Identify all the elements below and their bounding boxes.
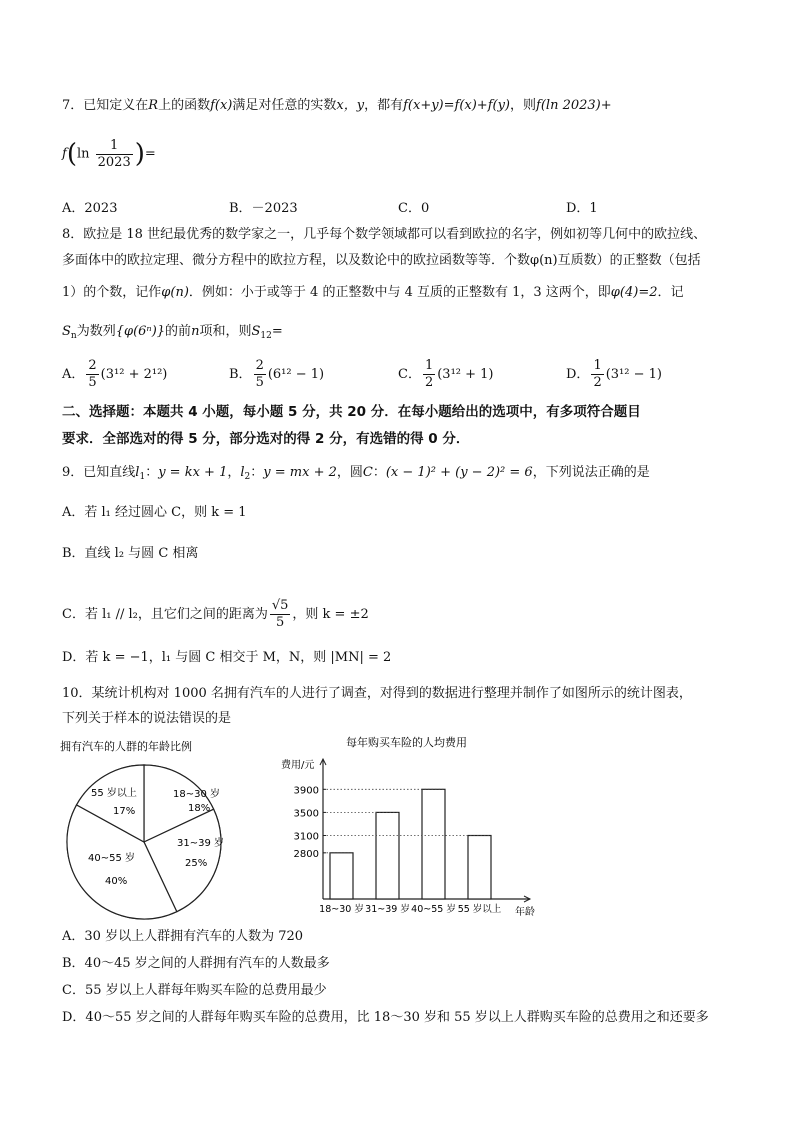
x-tick-label: 31~39 岁: [365, 904, 410, 915]
x-tick-label: 18~30 岁: [319, 904, 364, 915]
q9-option-c[interactable]: C．若 l₁ // l₂，且它们之间的距离为 $\frac{√5}{5}$ ，则 k = ±2: [62, 598, 369, 630]
q8-option-d[interactable]: D． $\frac{1}{2}$ (3¹² − 1): [566, 358, 662, 390]
x-tick-label: 40~55 岁: [411, 904, 456, 915]
q10-option-b[interactable]: B．40～45 岁之间的人群拥有汽车的人数最多: [62, 956, 330, 971]
bar: [376, 812, 399, 899]
q8-line4: $S_n$为数列{φ(6ⁿ)}的前n项和，则$S_{12}=$: [62, 324, 283, 341]
y-tick-label: 3500: [293, 808, 319, 820]
pie-value-label: 25%: [185, 858, 208, 869]
pie-value-label: 40%: [105, 876, 128, 887]
fraction: $\frac{1}{2023}$: [97, 137, 131, 170]
pie-category-label: 55 岁以上: [91, 788, 137, 799]
bar: [422, 789, 445, 899]
section-heading: 二、选择题：本题共 4 小题，每小题 5 分，共 20 分．在每小题给出的选项中，有多项符合题目: [62, 404, 641, 420]
pie-category-label: 18~30 岁: [173, 789, 221, 800]
q9-option-d[interactable]: D．若 k = −1，l₁ 与圆 C 相交于 M，N，则 |MN| = 2: [62, 650, 392, 665]
q8-line3: 1）的个数，记作φ(n)．例如：小于或等于 4 的正整数中与 4 互质的正整数有 1，3 这两个，即φ(4)=2．记: [62, 285, 684, 300]
q10-option-d[interactable]: D．40～55 岁之间的人群每年购买车险的总费用，比 18～30 岁和 55 岁以上人群购买车险的总费用之和还要多: [62, 1010, 709, 1025]
q9-option-b[interactable]: B．直线 l₂ 与圆 C 相离: [62, 546, 199, 561]
q7-option-c[interactable]: C．0: [398, 201, 430, 216]
q7-option-a[interactable]: A．2023: [62, 201, 118, 216]
pie-chart-title: 拥有汽车的人群的年龄比例: [60, 740, 192, 753]
bar-chart-title: 每年购买车险的人均费用: [346, 736, 467, 749]
q8-line1: 8．欧拉是 18 世纪最优秀的数学家之一，几乎每个数学领域都可以看到欧拉的名字，例如初等几何中的欧拉线、: [62, 227, 707, 242]
y-tick-label: 3900: [293, 785, 319, 797]
q9-option-a[interactable]: A．若 l₁ 经过圆心 C，则 k = 1: [62, 505, 247, 520]
section-heading-line2: 要求．全部选对的得 5 分，部分选对的得 2 分，有选错的得 0 分．: [62, 431, 470, 447]
pie-value-label: 18%: [188, 803, 211, 814]
q10-line1: 10．某统计机构对 1000 名拥有汽车的人进行了调查，对得到的数据进行整理并制作了如图所示的统计图表，: [62, 686, 692, 701]
pie-value-label: 17%: [113, 806, 136, 817]
bar-marks: [294, 759, 530, 915]
q10-option-a[interactable]: A．30 岁以上人群拥有汽车的人数为 720: [62, 929, 304, 944]
q10-line2: 下列关于样本的说法错误的是: [62, 711, 232, 726]
q7-option-d[interactable]: D．1: [566, 201, 598, 216]
bar-chart: [268, 734, 543, 920]
q8-line2: 多面体中的欧拉定理、微分方程中的欧拉方程，以及数论中的欧拉函数等等．个数φ(n)互质数）的正整数（包括: [62, 253, 701, 268]
q8-option-c[interactable]: C． $\frac{1}{2}$ (3¹² + 1): [398, 358, 494, 390]
y-tick-label: 2800: [293, 848, 319, 860]
q8-option-b[interactable]: B． $\frac{2}{5}$ (6¹² − 1): [229, 358, 325, 390]
bar-chart-xlabel: 年龄: [515, 907, 535, 918]
pie-chart: [60, 730, 260, 922]
q7-stem-line2: f(ln $\frac{1}{2023}$ )=: [62, 137, 156, 170]
bar: [330, 853, 353, 899]
x-tick-label: 55 岁以上: [457, 904, 502, 915]
q10-option-c[interactable]: C．55 岁以上人群每年购买车险的总费用最少: [62, 983, 327, 998]
q8-option-a[interactable]: A． $\frac{2}{5}$ (3¹² + 2¹²): [62, 358, 168, 390]
q7-option-b[interactable]: B．－2023: [229, 201, 298, 216]
q7-stem: 7．已知定义在R上的函数f(x)满足对任意的实数x，y，都有f(x+y)=f(x)+f(y)，则f(ln 2023)+: [62, 98, 612, 113]
q9-stem: 9．已知直线$l_1$：y = kx + 1，$l_2$：y = mx + 2，圆C：(x − 1)² + (y − 2)² = 6，下列说法正确的是: [62, 465, 650, 482]
pie-category-label: 31~39 岁: [177, 838, 225, 849]
pie-category-label: 40~55 岁: [88, 853, 136, 864]
bar: [468, 836, 491, 900]
bar-chart-ylabel: 费用/元: [281, 760, 315, 771]
y-tick-label: 3100: [293, 831, 319, 843]
